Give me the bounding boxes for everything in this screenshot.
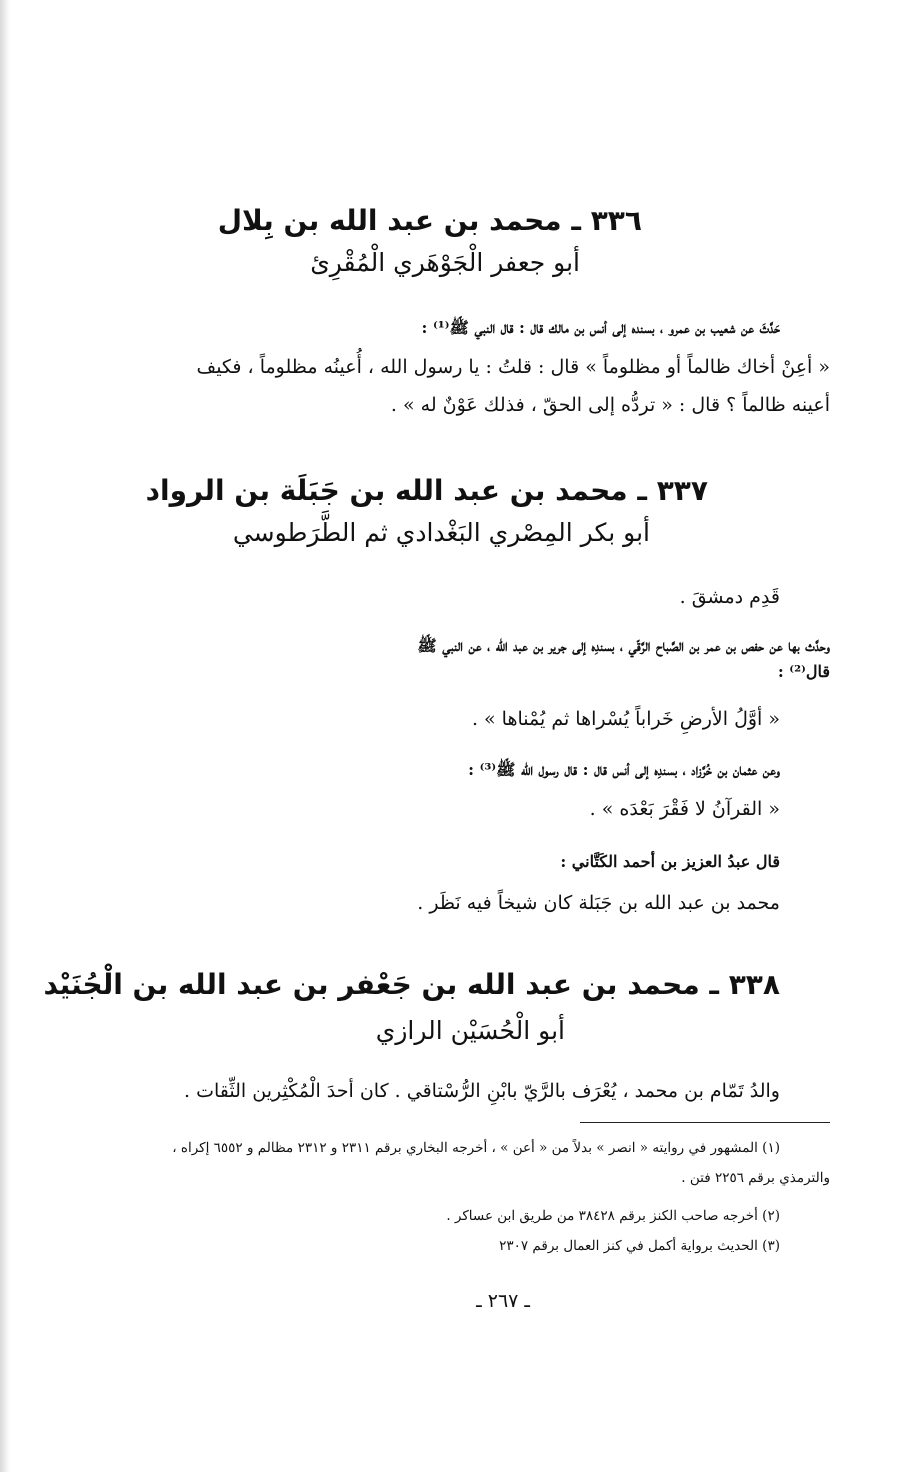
quote-line: « أوَّلُ الأرضِ خَراباً يُسْراها ثم يُمْناها » .	[471, 708, 780, 730]
text-line: أعينه ظالماً ؟ قال : « تردُّه إلى الحقّ ، فذلك عَوْنٌ له » .	[390, 394, 830, 416]
entry-heading: ٣٣٧ ـ محمد بن عبد الله بن جَبَلَة بن الرواد	[145, 474, 708, 507]
text-line: « أعِنْ أخاك ظالماً أو مظلوماً » قال : قلتُ : يا رسول الله ، أُعينُه مظلوماً ، فكيف	[196, 356, 830, 378]
entry-subheading: أبو بكر المِصْري البَغْدادي ثم الطَّرَطوسي	[232, 518, 650, 547]
text-line: وعن عثمان بن خُرَّزاد ، بسندِه إلى أنس قال : قال رسول الله ﷺ⁽³⁾ :	[468, 760, 780, 779]
entry-heading: ٣٣٦ ـ محمد بن عبد الله بن بِلال	[217, 204, 642, 237]
text-line: وحدَّث بها عن حفص بن عمر بن الصَّباح الرَّقّي ، بسندِه إلى جرير بن عبد الله ، عن النبي ﷺ	[417, 636, 830, 655]
scan-edge-shadow	[0, 0, 10, 1472]
footnote-divider	[580, 1122, 830, 1123]
text-line: قال⁽²⁾ :	[777, 662, 830, 681]
footnote: (٢) أخرجه صاحب الكنز برقم ٣٨٤٢٨ من طريق ابن عساكر .	[446, 1208, 780, 1224]
quote-line: « القرآنُ لا فَقْرَ بَعْدَه » .	[589, 798, 780, 820]
text-line: قَدِم دمشقَ .	[679, 586, 780, 608]
footnote: (١) المشهور في روايته « انصر » بدلاً من « أعن » ، أخرجه البخاري برقم ٢٣١١ و ٢٣١٢ مظالم و ٦٥٥٢ إكراه ،	[172, 1140, 780, 1156]
text-line: محمد بن عبد الله بن جَبَلة كان شيخاً فيه نَظَر .	[417, 892, 780, 914]
text-line: والدُ تَمّام بن محمد ، يُعْرَف بالرَّيّ بابْنِ الرُّسْتاقي . كان أحدَ الْمُكْثِرين الثِّقات .	[184, 1080, 780, 1102]
entry-heading: ٣٣٨ ـ محمد بن عبد الله بن جَعْفر بن عبد الله بن الْجُنَيْد	[43, 968, 780, 1001]
entry-subheading: أبو الْحُسَيْن الرازي	[375, 1016, 565, 1045]
text-line: حَدَّثَ عن شعيب بن عمرو ، بسنده إلى أنس بن مالك قال : قال النبي ﷺ⁽¹⁾ :	[421, 318, 780, 337]
text-line: قال عبدُ العزيز بن أحمد الكَتَّاني :	[560, 852, 780, 871]
footnote: (٣) الحديث برواية أكمل في كنز العمال برقم ٢٣٠٧	[499, 1238, 780, 1254]
footnote: والترمذي برقم ٢٢٥٦ فتن .	[681, 1170, 830, 1186]
page-number: ـ ٢٦٧ ـ	[476, 1290, 530, 1312]
entry-subheading: أبو جعفر الْجَوْهَري الْمُقْرِئ	[310, 248, 580, 277]
